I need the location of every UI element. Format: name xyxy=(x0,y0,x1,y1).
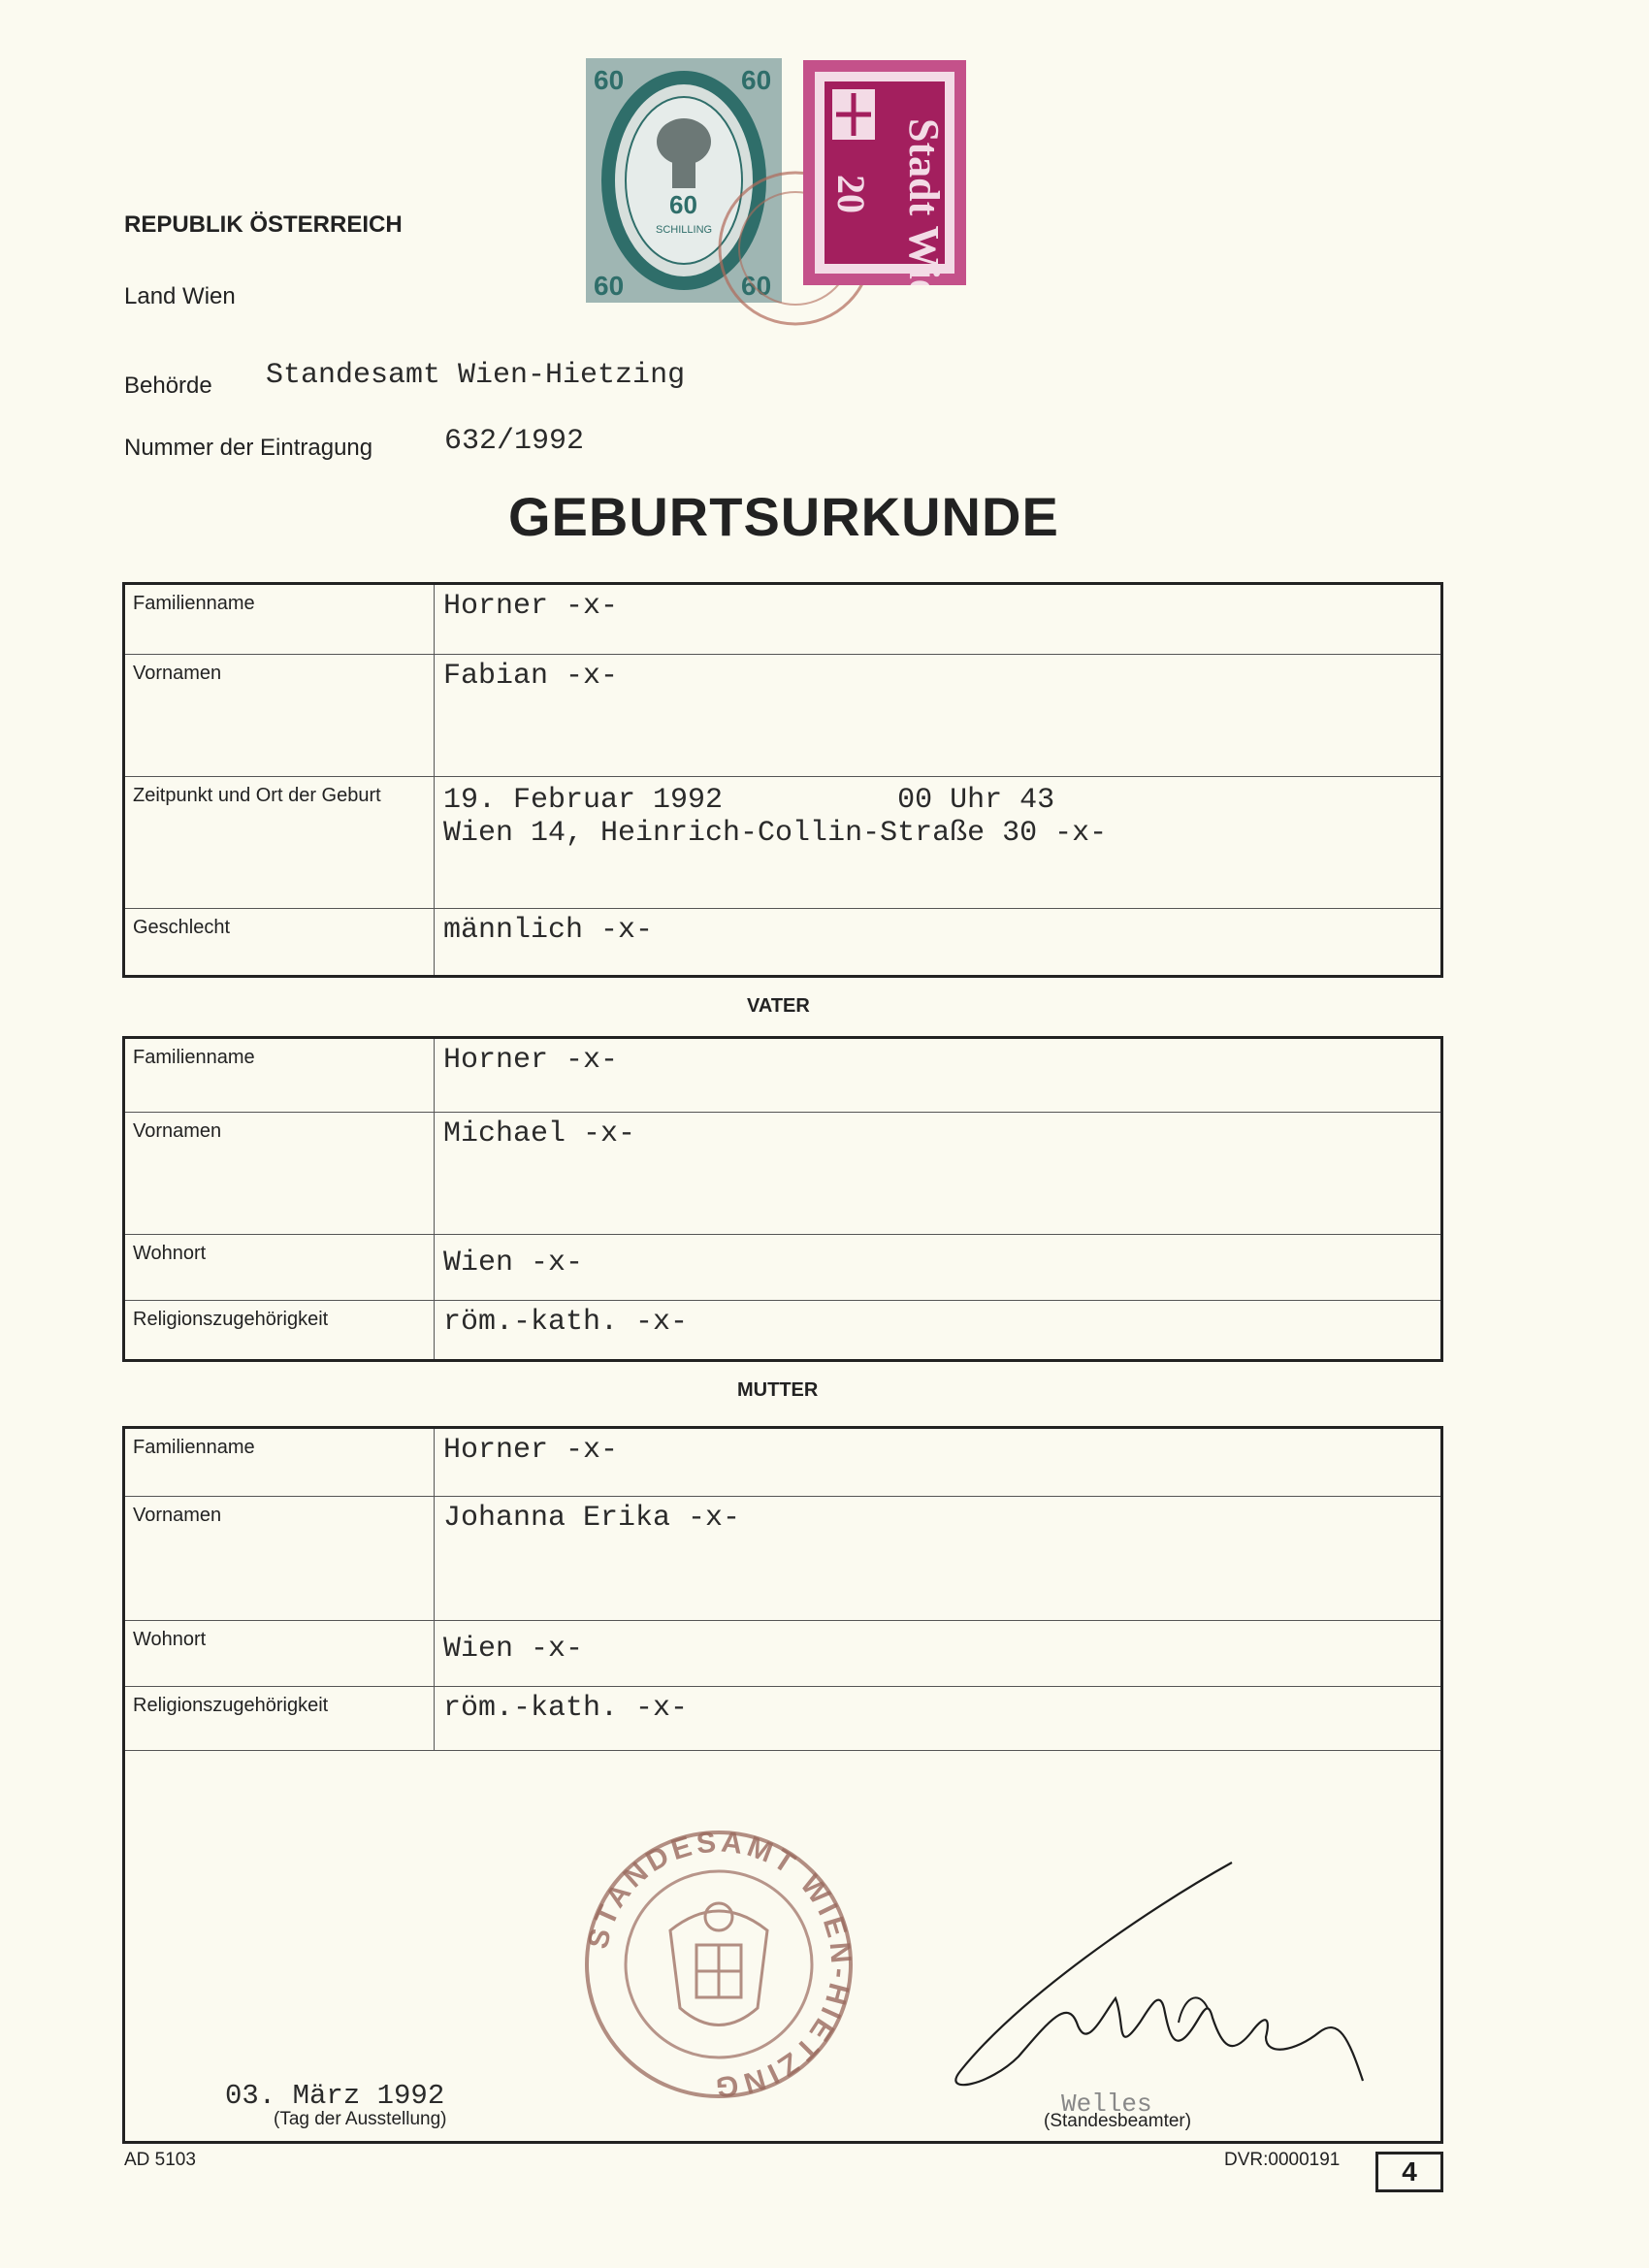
revenue-unit: SCHILLING xyxy=(656,224,713,236)
revenue-value-br: 60 xyxy=(741,271,772,301)
signature xyxy=(931,1853,1397,2110)
document-title: GEBURTSURKUNDE xyxy=(508,486,1059,547)
revenue-value-tl: 60 xyxy=(594,65,625,95)
field-value: Wien -x- xyxy=(443,1633,584,1666)
field-label: Religionszugehörigkeit xyxy=(133,1309,329,1330)
table-row xyxy=(125,1301,1440,1365)
field-value: röm.-kath. -x- xyxy=(443,1692,689,1725)
field-value: Johanna Erika -x- xyxy=(443,1502,741,1535)
table-row xyxy=(125,1621,1440,1687)
table-row xyxy=(125,1429,1440,1497)
entry-number-label: Nummer der Eintragung xyxy=(124,435,373,461)
table-row xyxy=(125,1113,1440,1235)
child-table xyxy=(122,582,1443,978)
field-value: Horner -x- xyxy=(443,1044,619,1077)
birth-datetime-value: 19. Februar 1992 00 Uhr 43 xyxy=(443,784,1055,817)
country-heading: REPUBLIK ÖSTERREICH xyxy=(124,211,403,238)
table-row xyxy=(125,1039,1440,1113)
table-row xyxy=(125,1497,1440,1621)
issue-date-caption: (Tag der Ausstellung) xyxy=(274,2109,447,2129)
field-label: Familienname xyxy=(133,593,255,614)
table-row xyxy=(125,585,1440,655)
field-label: Zeitpunkt und Ort der Geburt xyxy=(133,785,381,806)
field-value: Wien -x- xyxy=(443,1247,584,1280)
field-label: Geschlecht xyxy=(133,917,231,938)
signer-name: Welles xyxy=(1061,2090,1152,2119)
field-value: männlich -x- xyxy=(443,914,654,947)
city-stamp-value: 20 xyxy=(829,175,873,213)
father-table xyxy=(122,1036,1443,1362)
field-label: Vornamen xyxy=(133,1505,222,1526)
field-label: Familienname xyxy=(133,1437,255,1458)
field-label: Wohnort xyxy=(133,1629,207,1650)
field-label: Vornamen xyxy=(133,1120,222,1142)
revenue-value-tr: 60 xyxy=(741,65,772,95)
city-stamp-text: Stadt Wien xyxy=(900,118,948,285)
page-number-box: 4 xyxy=(1375,2152,1443,2192)
signer-caption: (Standesbeamter) xyxy=(1044,2111,1192,2131)
official-seal xyxy=(578,1824,859,2110)
field-value: Fabian -x- xyxy=(443,660,619,693)
field-value: Horner -x- xyxy=(443,1434,619,1467)
revenue-value-center: 60 xyxy=(669,190,697,219)
table-row xyxy=(125,1687,1440,1751)
dvr-number: DVR:0000191 xyxy=(1224,2150,1341,2170)
field-label: Familienname xyxy=(133,1047,255,1068)
table-row xyxy=(125,1235,1440,1301)
table-row xyxy=(125,655,1440,777)
issue-date-value: 03. März 1992 xyxy=(225,2080,445,2112)
form-code: AD 5103 xyxy=(124,2150,196,2170)
table-row xyxy=(125,777,1440,909)
field-value: röm.-kath. -x- xyxy=(443,1306,689,1339)
field-label: Wohnort xyxy=(133,1243,207,1264)
entry-number-value: 632/1992 xyxy=(444,425,585,458)
authority-label: Behörde xyxy=(124,373,212,399)
field-label: Vornamen xyxy=(133,663,222,684)
seal-text: STANDESAMT WIEN-HIETZING xyxy=(581,1826,857,2103)
mother-heading: MUTTER xyxy=(737,1379,819,1401)
table-row xyxy=(125,909,1440,975)
field-value: Horner -x- xyxy=(443,590,619,623)
field-label: Religionszugehörigkeit xyxy=(133,1695,329,1716)
state-label: Land Wien xyxy=(124,283,236,309)
city-stamp xyxy=(803,60,966,285)
birth-place-value: Wien 14, Heinrich-Collin-Straße 30 -x- xyxy=(443,817,1108,850)
field-value: Michael -x- xyxy=(443,1118,636,1150)
authority-value: Standesamt Wien-Hietzing xyxy=(266,359,686,392)
father-heading: VATER xyxy=(747,995,810,1017)
revenue-value-bl: 60 xyxy=(594,271,625,301)
